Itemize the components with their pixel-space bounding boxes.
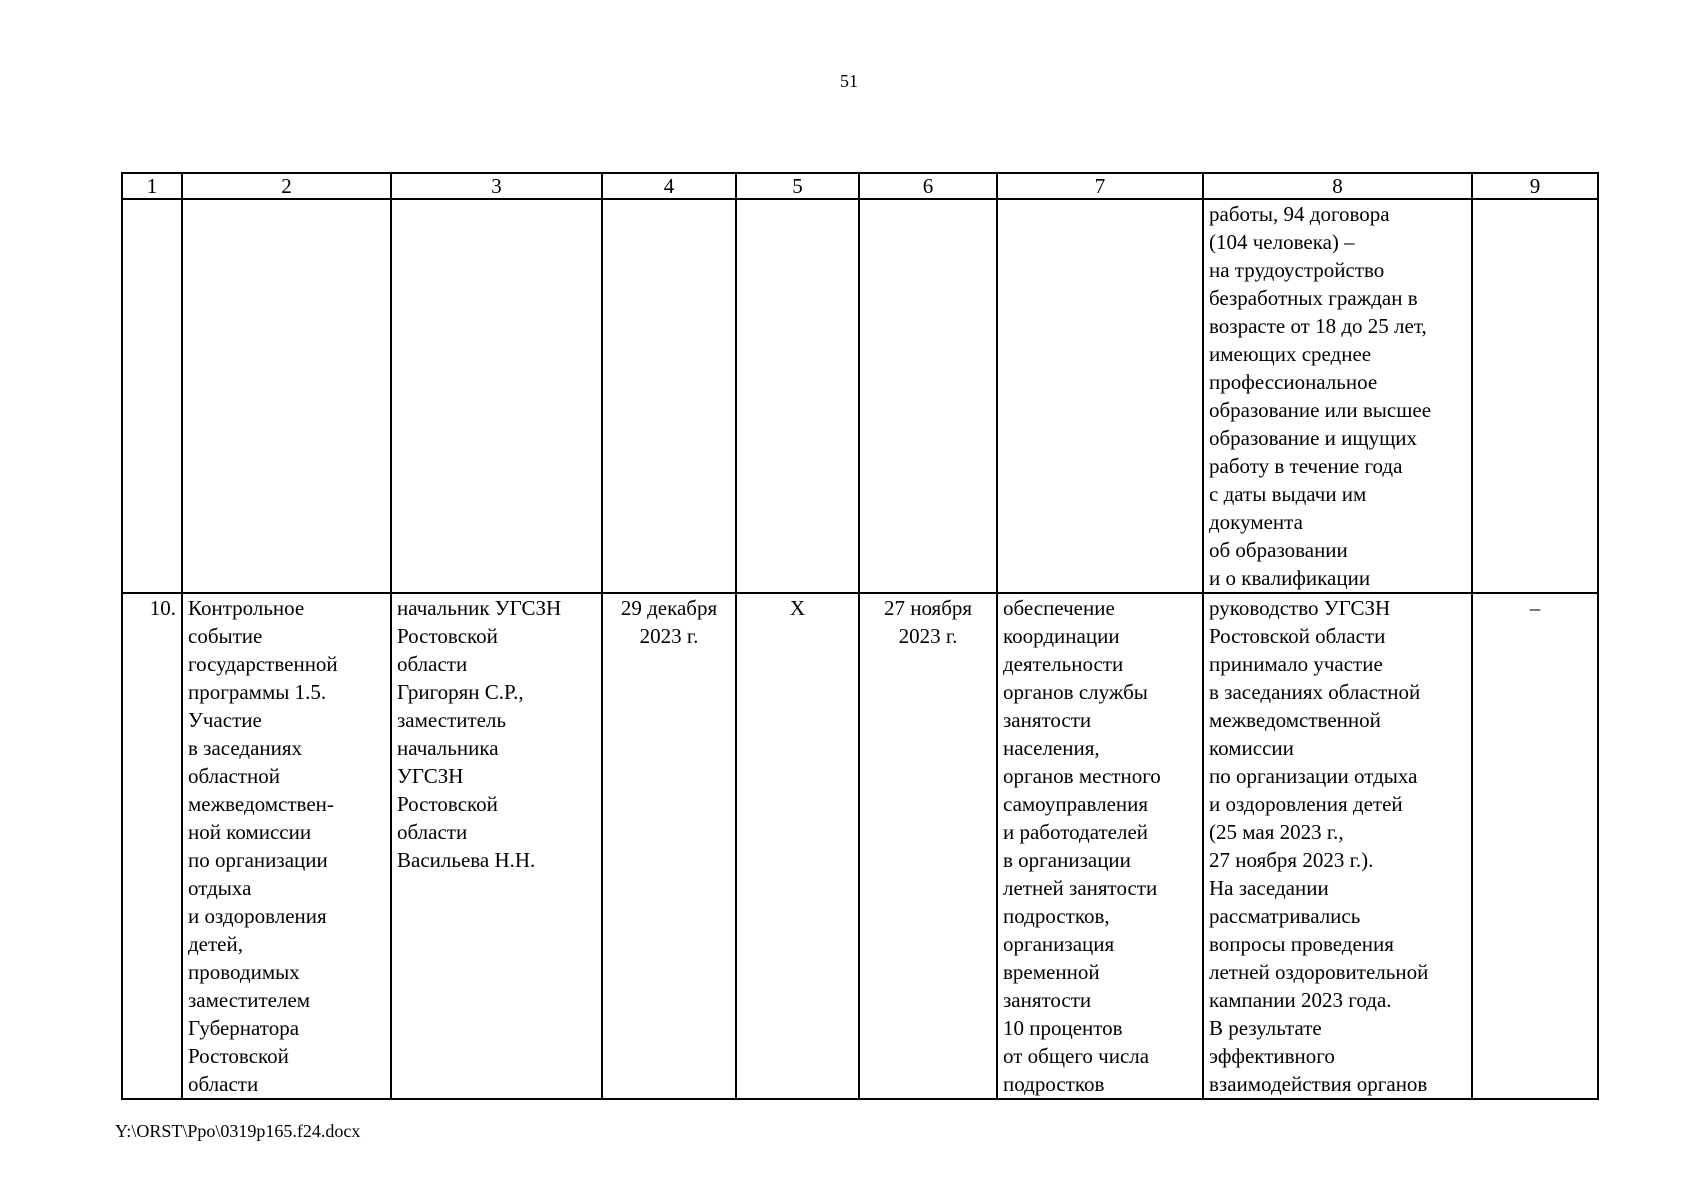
column-header-2: 2	[182, 173, 391, 199]
expected-result-cell: обеспечение координации деятельности органов службы занятости населения, органов местного самоуправления и работодателей в организации летней занятости подростков, организация временной занятости 10 процентов от общего числа подростков	[997, 593, 1203, 1099]
table-cell	[391, 199, 602, 593]
responsible-cell: начальник УГСЗН Ростовской области Григорян С.Р., заместитель начальника УГСЗН Ростовской области Васильева Н.Н.	[391, 593, 602, 1099]
table-row	[122, 199, 1598, 593]
table-cell	[736, 199, 859, 593]
planned-date-cell: 29 декабря 2023 г.	[602, 593, 736, 1099]
column-header-3: 3	[391, 173, 602, 199]
table-cell	[182, 199, 391, 593]
column-header-1: 1	[122, 173, 182, 199]
table-cell	[1472, 199, 1598, 593]
column-header-6: 6	[859, 173, 997, 199]
table-cell	[122, 199, 182, 593]
file-path-footer: Y:\ORST\Ppo\0319p165.f24.docx	[115, 1121, 361, 1141]
column-number-row	[122, 173, 1598, 199]
table-cell: Х	[736, 593, 859, 1099]
column-header-5: 5	[736, 173, 859, 199]
column-header-4: 4	[602, 173, 736, 199]
table-cell	[997, 199, 1203, 593]
table-row	[122, 593, 1598, 1099]
actual-result-cell: руководство УГСЗН Ростовской области принимало участие в заседаниях областной межведомственной комиссии по организации отдыха и оздоровления детей (25 мая 2023 г., 27 ноября 2023 г.). На заседании рассматривались вопросы проведения летней оздоровительной кампании 2023 года. В результате эффективного взаимодействия органов	[1203, 593, 1472, 1099]
event-name-cell: Контрольное событие государственной программы 1.5. Участие в заседаниях областной межведомствен- ной комиссии по организации отдыха и оздоровления детей, проводимых заместителем Губернатора Ростовской области	[182, 593, 391, 1099]
column-header-7: 7	[997, 173, 1203, 199]
row-number-cell: 10.	[122, 593, 182, 1099]
table-cell	[602, 199, 736, 593]
report-table	[121, 172, 1599, 1100]
column-header-8: 8	[1203, 173, 1472, 199]
table-cell	[859, 199, 997, 593]
column-header-9: 9	[1472, 173, 1598, 199]
table-cell: –	[1472, 593, 1598, 1099]
page-number: 51	[840, 71, 858, 91]
result-cell: работы, 94 договора (104 человека) – на трудоустройство безработных граждан в возрасте от 18 до 25 лет, имеющих среднее профессиональное образование или высшее образование и ищущих работу в течение года с даты выдачи им документа об образовании и о квалификации	[1203, 199, 1472, 593]
actual-date-cell: 27 ноября 2023 г.	[859, 593, 997, 1099]
